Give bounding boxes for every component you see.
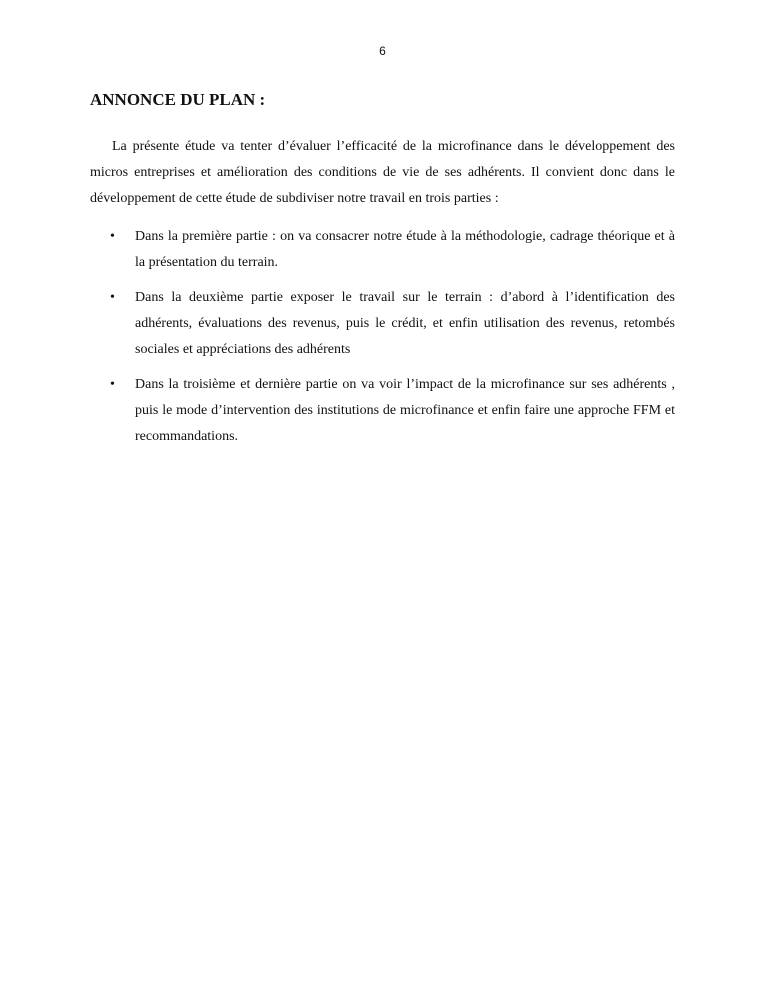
plan-item-2 xyxy=(90,285,675,363)
section-heading: ANNONCE DU PLAN : xyxy=(90,90,266,109)
bullet-icon: • xyxy=(110,290,115,305)
bullet-icon: • xyxy=(110,377,115,392)
plan-item-text: Dans la première partie : on va consacrer notre étude à la méthodologie, cadrage théorique et à la présentation du terrain. xyxy=(135,229,675,270)
plan-item-3 xyxy=(90,372,675,450)
intro-paragraph: La présente étude va tenter d’évaluer l’efficacité de la microfinance dans le développement des micros entreprises et amélioration des conditions de vie de ses adhérents. Il convient donc dans le développement de cette étude de subdiviser notre travail en trois parties : xyxy=(90,139,675,206)
plan-item-text: Dans la troisième et dernière partie on va voir l’impact de la microfinance sur ses adhérents , puis le mode d’intervention des institutions de microfinance et enfin faire une approche FFM et recommandations. xyxy=(135,377,675,444)
bullet-icon: • xyxy=(110,229,115,244)
plan-item-text: Dans la deuxième partie exposer le travail sur le terrain : d’abord à l’identification des adhérents, évaluations des revenus, puis le crédit, et enfin utilisation des revenus, retombés sociales et appréciations des adhérents xyxy=(135,290,675,357)
plan-list xyxy=(90,224,675,450)
document-body xyxy=(90,88,675,459)
plan-item-1 xyxy=(90,224,675,276)
page-number: 6 xyxy=(379,44,386,58)
